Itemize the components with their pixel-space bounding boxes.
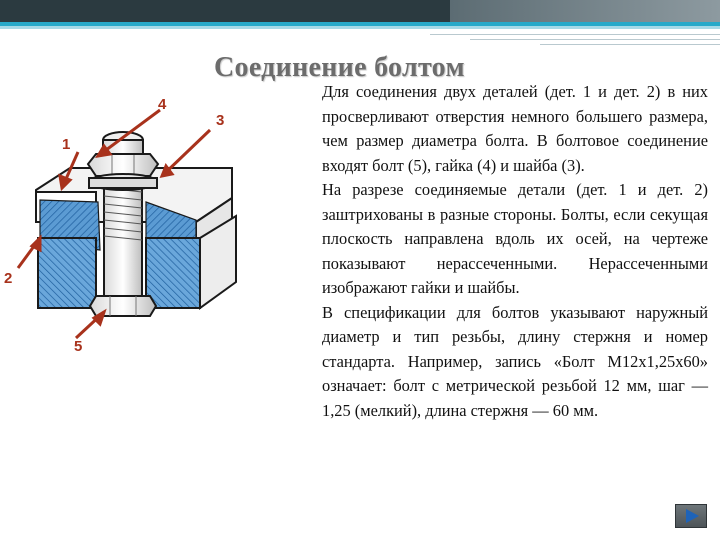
slide-title: Соединение болтом <box>214 52 465 83</box>
paragraph-3: В спецификации для болтов указывают наружный диаметр и тип резьбы, длину стержня и номер стандарта. Например, запись «Болт М12х1,25х60» означает: болт с метрической резьбой 12 мм, шаг — 1,25 (мелкий), длина стержня — 60 мм. <box>322 302 708 420</box>
callout-2: 2 <box>4 270 13 287</box>
callout-3: 3 <box>216 112 225 129</box>
slide-body <box>322 80 708 423</box>
callout-1: 1 <box>62 136 71 153</box>
decorative-lines <box>430 31 720 47</box>
accent-stripe-light <box>0 26 720 29</box>
play-arrow-icon <box>686 509 699 523</box>
washer <box>89 174 157 190</box>
paragraph-1: Для соединения двух деталей (дет. 1 и дет. 2) в них просверливают отверстия немного большего размера, чем размер диаметра болта. В болтовое соединение входят болт (5), гайка (4) и шайба (3). <box>322 82 708 175</box>
callout-4: 4 <box>158 96 167 113</box>
callout-5: 5 <box>74 338 83 355</box>
bolt-joint-drawing <box>0 90 300 370</box>
header-band <box>0 0 720 22</box>
bolt-joint-figure <box>0 90 300 370</box>
header-band-dark <box>0 0 450 22</box>
paragraph-2: На разрезе соединяемые детали (дет. 1 и дет. 2) заштрихованы в разные стороны. Болты, если секущая плоскость направлена вдоль их осей, на чертеже показывают нерассеченными. Нерассеченными изображают гайки и шайбы. <box>322 180 708 297</box>
next-slide-button[interactable] <box>675 504 707 528</box>
header-band-light <box>450 0 720 22</box>
